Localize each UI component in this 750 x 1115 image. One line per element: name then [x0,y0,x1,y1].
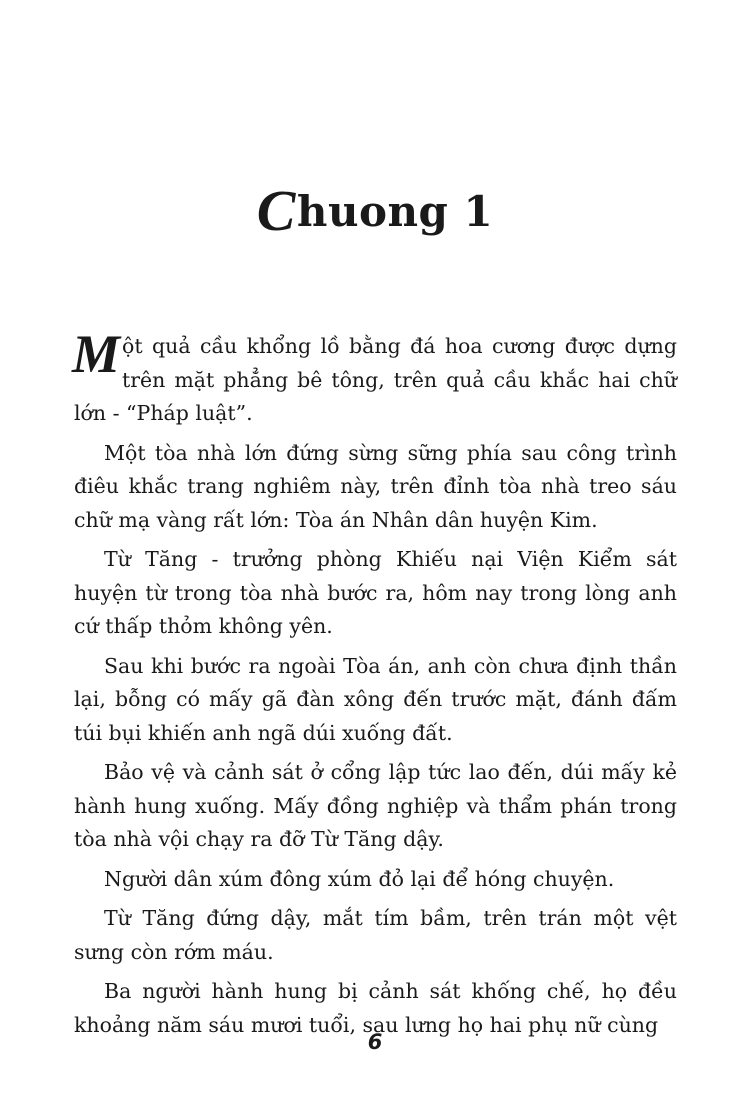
paragraph-3: Từ Tăng - trưởng phòng Khiếu nại Viện Kiểm sát huyện từ trong tòa nhà bước ra, hôm nay trong lòng anh cứ thấp thỏm không yên. [74,547,677,638]
paragraph-1 [72,324,677,431]
paragraph-6: Người dân xúm đông xúm đỏ lại để hóng chuyện. [104,866,615,891]
paragraph-1-text: ột quả cầu khổng lồ bằng đá hoa cương được dựng trên mặt phẳng bê tông, trên quả cầu khắc hai chữ lớn - “Pháp luật”. [74,334,677,425]
chapter-title-text: huong 1 [296,187,494,236]
drop-cap: M [72,324,121,384]
paragraph-8: Ba người hành hung bị cảnh sát khống chế, họ đều khoảng năm sáu mươi tuổi, sau lưng họ hai phụ nữ cùng [74,979,677,1037]
paragraph-7: Từ Tăng đứng dậy, mắt tím bầm, trên trán một vệt sưng còn rớm máu. [74,906,677,964]
paragraph-2: Một tòa nhà lớn đứng sừng sững phía sau công trình điêu khắc trang nghiêm này, trên đỉnh tòa nhà treo sáu chữ mạ vàng rất lớn: Tòa án Nhân dân huyện Kim. [74,440,677,532]
paragraph-5: Bảo vệ và cảnh sát ở cổng lập tức lao đến, dúi mấy kẻ hành hung xuống. Mấy đồng nghiệp và thẩm phán trong tòa nhà vội chạy ra đỡ Từ Tăng dậy. [74,760,677,851]
chapter-body [72,324,677,1048]
chapter-title-initial: C [256,178,296,243]
paragraph-4: Sau khi bước ra ngoài Tòa án, anh còn chưa định thần lại, bỗng có mấy gã đàn xông đến trước mặt, đánh đấm túi bụi khiến anh ngã dúi xuống đất. [74,653,677,745]
chapter-title [0,178,750,243]
page-number: 6 [367,1030,383,1054]
